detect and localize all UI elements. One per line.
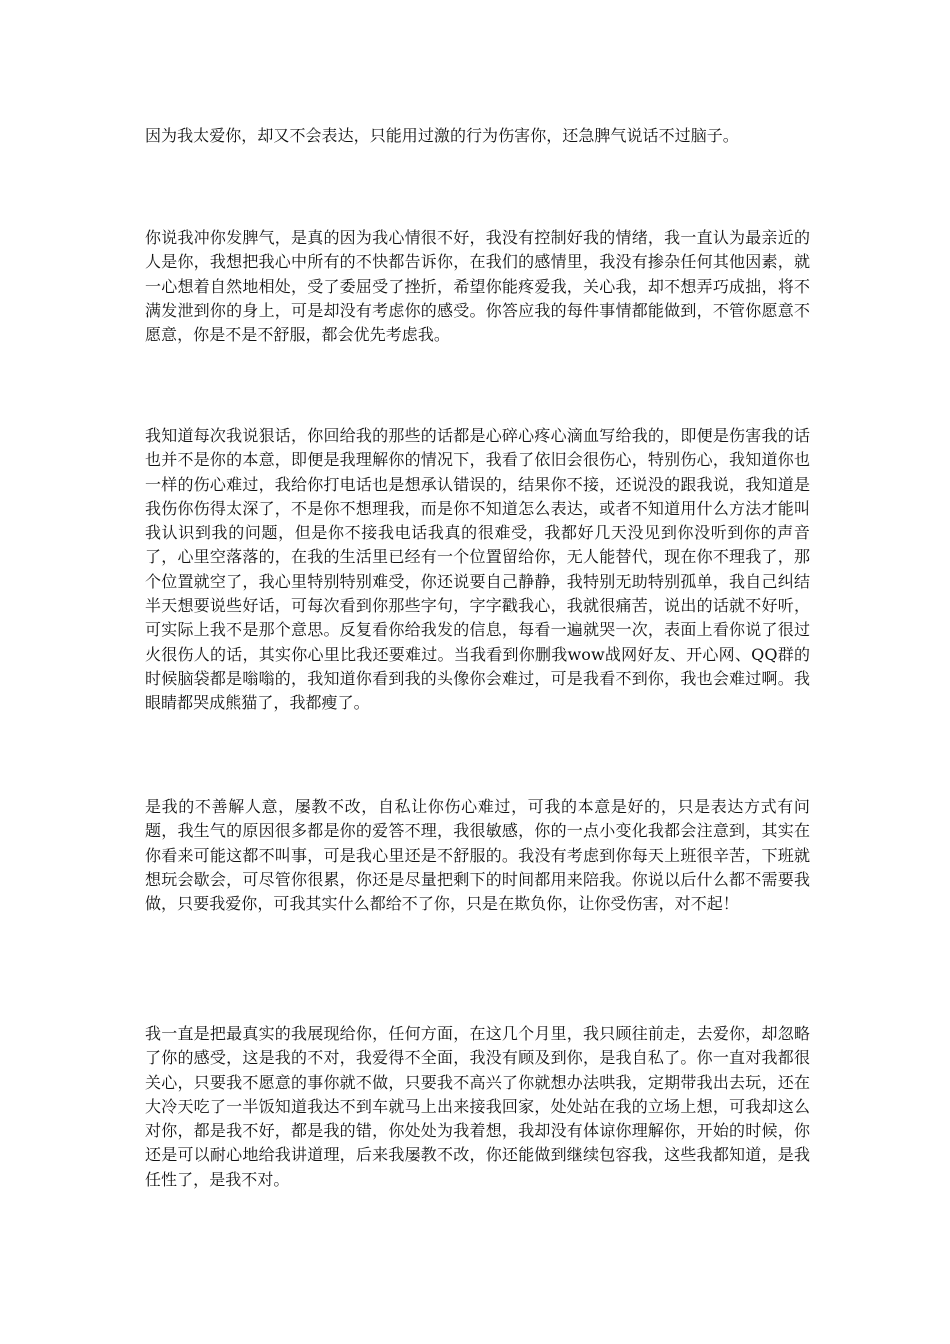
paragraph-2: 你说我冲你发脾气，是真的因为我心情很不好，我没有控制好我的情绪，我一直认为最亲近的人是你，我想把我心中所有的不快都告诉你，在我们的感情里，我没有掺杂任何其他因素，就一心想着自然地相处，受了委屈受了挫折，希望你能疼爱我，关心我，却不想弄巧成拙，将不满发泄到你的身上，可是却没有考虑你的感受。你答应我的每件事情都能做到，不管你愿意不愿意，你是不是不舒服，都会优先考虑我。 (145, 228, 810, 345)
paragraph-3: 我知道每次我说狠话，你回给我的那些的话都是心碎心疼心滴血写给我的，即便是伤害我的话也并不是你的本意，即便是我理解你的情况下，我看了依旧会很伤心，特别伤心，我知道你也一样的伤心难过，我给你打电话也是想承认错误的，结果你不接，还说没的跟我说，我知道是我伤你伤得太深了，不是你不想理我，而是你不知道怎么表达，或者不知道用什么方法才能叫我认识到我的问题，但是你不接我电话我真的很难受，我都好几天没见到你没听到你的声音了，心里空落落的，在我的生活里已经有一个位置留给你，无人能替代，现在你不理我了，那个位置就空了，我心里特别特别难受，你还说要自己静静，我特别无助特别孤单，我自己纠结半天想要说些好话，可每次看到你那些字句，字字戳我心，我就很痛苦，说出的话就不好听，可实际上我不是那个意思。反复看你给我发的信息，每看一遍就哭一次，表面上看你说了很过火很伤人的话，其实你心里比我还要难过。当我看到你删我wow战网好友、开心网、QQ群的时候脑袋都是嗡嗡的，我知道你看到我的头像你会难过，可是我看不到你，我也会难过啊。我眼睛都哭成熊猫了，我都瘦了。 (145, 426, 810, 713)
paragraph-1: 因为我太爱你，却又不会表达，只能用过激的行为伤害你，还急脾气说话不过脑子。 (145, 126, 739, 145)
paragraph-4: 是我的不善解人意，屡教不改，自私让你伤心难过，可我的本意是好的，只是表达方式有问题，我生气的原因很多都是你的爱答不理，我很敏感，你的一点小变化我都会注意到，其实在你看来可能这都不叫事，可是我心里还是不舒服的。我没有考虑到你每天上班很辛苦，下班就想玩会歇会，可尽管你很累，你还是尽量把剩下的时间都用来陪我。你说以后什么都不需要我做，只要我爱你，可我其实什么都给不了你，只是在欺负你，让你受伤害，对不起！ (145, 797, 810, 914)
paragraph-5: 我一直是把最真实的我展现给你，任何方面，在这几个月里，我只顾往前走，去爱你，却忽略了你的感受，这是我的不对，我爱得不全面，我没有顾及到你，是我自私了。你一直对我都很关心，只要我不愿意的事你就不做，只要我不高兴了你就想办法哄我，定期带我出去玩，还在大冷天吃了一半饭知道我达不到车就马上出来接我回家，处处站在我的立场上想，可我却这么对你，都是我不好，都是我的错，你处处为我着想，我却没有体谅你理解你，开始的时候，你还是可以耐心地给我讲道理，后来我屡教不改，你还能做到继续包容我，这些我都知道，是我任性了，是我不对。 (145, 1024, 810, 1189)
